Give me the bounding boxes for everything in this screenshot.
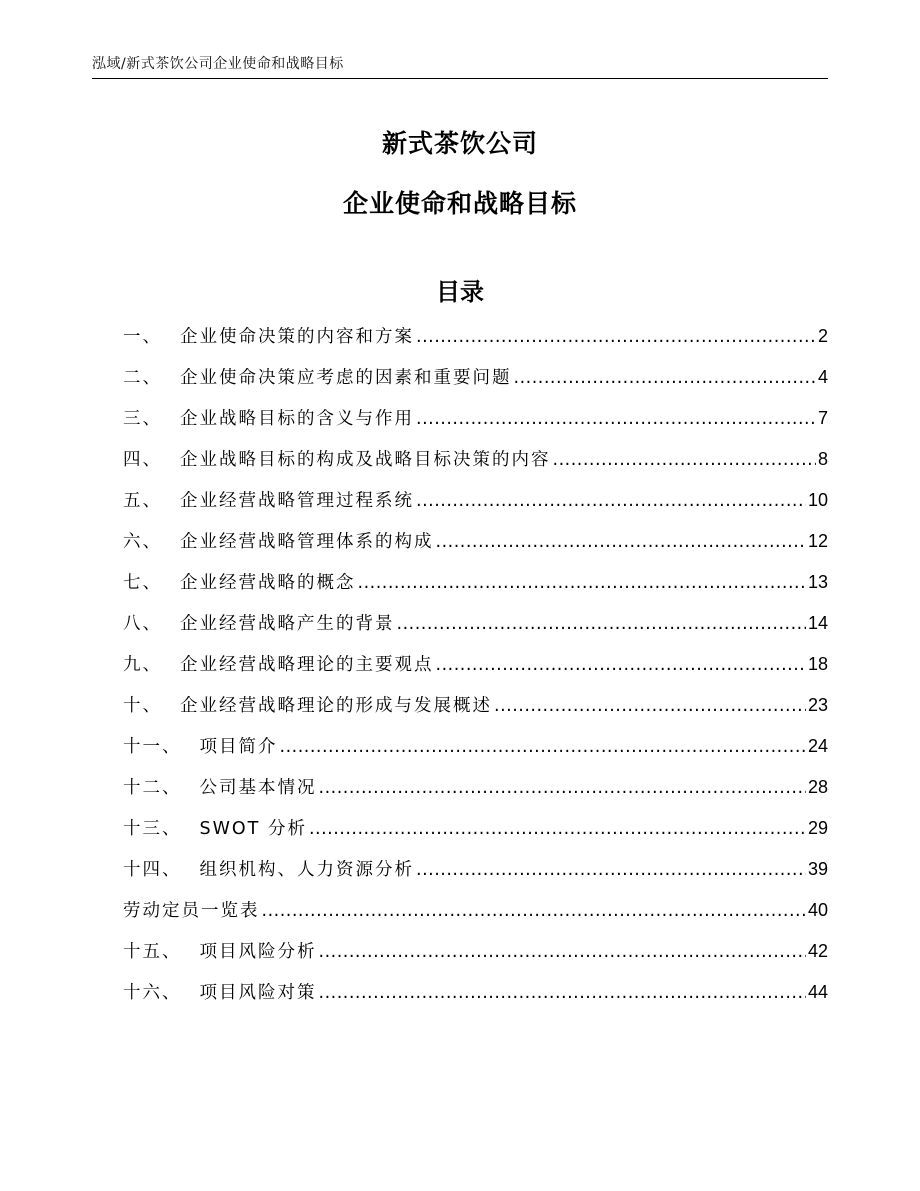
toc-entry-page: 24 [807, 736, 828, 756]
toc-entry-page: 29 [807, 818, 828, 838]
toc-entry-page: 2 [817, 326, 828, 346]
toc-entry-number: 十、 [123, 696, 162, 716]
toc-entry-number: 二、 [123, 368, 162, 388]
toc-entry-page: 42 [807, 941, 828, 961]
toc-entry-number: 十一、 [123, 737, 182, 757]
toc-dot-leader [319, 778, 806, 798]
toc-entry[interactable] [123, 528, 828, 569]
toc-entry-title: 公司基本情况 [199, 778, 317, 798]
toc-entry[interactable] [123, 815, 828, 856]
toc-dot-leader [416, 860, 806, 880]
toc-entry-number: 一、 [123, 327, 162, 347]
toc-entry[interactable] [123, 364, 828, 405]
toc-heading: 目录 [436, 278, 484, 306]
toc-dot-leader [436, 655, 806, 675]
table-of-contents [123, 323, 828, 1020]
toc-dot-leader [514, 368, 816, 388]
toc-entry-number: 十三、 [123, 819, 182, 839]
toc-dot-leader [309, 819, 806, 839]
toc-entry-number: 五、 [123, 491, 162, 511]
toc-entry-number: 七、 [123, 573, 162, 593]
toc-entry-page: 39 [807, 859, 828, 879]
toc-entry[interactable] [123, 610, 828, 651]
toc-dot-leader [358, 573, 806, 593]
toc-dot-leader [553, 450, 816, 470]
header-divider [92, 78, 828, 79]
toc-entry-page: 4 [817, 367, 828, 387]
toc-entry-page: 40 [807, 900, 828, 920]
toc-entry-title: 组织机构、人力资源分析 [199, 860, 414, 880]
toc-entry-title: 企业战略目标的构成及战略目标决策的内容 [180, 450, 551, 470]
toc-entry[interactable] [123, 692, 828, 733]
toc-entry-title: 企业经营战略的概念 [180, 573, 356, 593]
running-header: 泓域/新式茶饮公司企业使命和战略目标 [92, 56, 344, 72]
toc-dot-leader [416, 409, 816, 429]
toc-dot-leader [494, 696, 806, 716]
toc-entry[interactable] [123, 979, 828, 1020]
toc-dot-leader [397, 614, 806, 634]
toc-entry-number: 十二、 [123, 778, 182, 798]
toc-entry[interactable] [123, 487, 828, 528]
toc-entry-title: 劳动定员一览表 [123, 901, 260, 921]
document-title: 新式茶饮公司 [381, 129, 538, 158]
toc-entry-title: 项目风险对策 [199, 983, 317, 1003]
toc-entry-title: 企业经营战略管理体系的构成 [180, 532, 434, 552]
toc-entry-number: 八、 [123, 614, 162, 634]
toc-entry[interactable] [123, 446, 828, 487]
document-subtitle: 企业使命和战略目标 [342, 189, 577, 218]
toc-dot-leader [280, 737, 806, 757]
toc-entry-page: 28 [807, 777, 828, 797]
toc-entry-title: 企业经营战略管理过程系统 [180, 491, 414, 511]
toc-dot-leader [436, 532, 806, 552]
toc-dot-leader [319, 942, 806, 962]
toc-entry-page: 44 [807, 982, 828, 1002]
toc-entry[interactable] [123, 774, 828, 815]
toc-entry-number: 三、 [123, 409, 162, 429]
toc-entry[interactable] [123, 323, 828, 364]
toc-entry[interactable] [123, 569, 828, 610]
toc-dot-leader [319, 983, 806, 1003]
toc-dot-leader [416, 491, 806, 511]
toc-entry-page: 10 [807, 490, 828, 510]
toc-entry-number: 九、 [123, 655, 162, 675]
toc-entry[interactable] [123, 733, 828, 774]
toc-entry[interactable] [123, 938, 828, 979]
toc-entry-title: 企业经营战略产生的背景 [180, 614, 395, 634]
toc-entry-number: 六、 [123, 532, 162, 552]
toc-entry[interactable] [123, 405, 828, 446]
toc-entry-title: 企业经营战略理论的形成与发展概述 [180, 696, 492, 716]
toc-entry[interactable] [123, 651, 828, 692]
toc-entry-title: 企业使命决策应考虑的因素和重要问题 [180, 368, 512, 388]
toc-entry-title: 企业战略目标的含义与作用 [180, 409, 414, 429]
toc-entry-number: 十六、 [123, 983, 182, 1003]
toc-entry-page: 7 [817, 408, 828, 428]
toc-entry-title: 项目简介 [199, 737, 278, 757]
toc-entry-title: 企业使命决策的内容和方案 [180, 327, 414, 347]
toc-dot-leader [416, 327, 816, 347]
toc-entry-number: 十四、 [123, 860, 182, 880]
toc-entry-number: 四、 [123, 450, 162, 470]
toc-entry-title: SWOT 分析 [199, 819, 307, 839]
toc-entry-page: 23 [807, 695, 828, 715]
toc-entry[interactable] [123, 856, 828, 897]
toc-entry-page: 14 [807, 613, 828, 633]
toc-entry-title: 企业经营战略理论的主要观点 [180, 655, 434, 675]
toc-entry[interactable] [123, 897, 828, 938]
toc-entry-title: 项目风险分析 [199, 942, 317, 962]
toc-entry-page: 12 [807, 531, 828, 551]
toc-dot-leader [262, 901, 806, 921]
toc-entry-page: 13 [807, 572, 828, 592]
toc-entry-page: 18 [807, 654, 828, 674]
toc-entry-number: 十五、 [123, 942, 182, 962]
toc-entry-page: 8 [817, 449, 828, 469]
